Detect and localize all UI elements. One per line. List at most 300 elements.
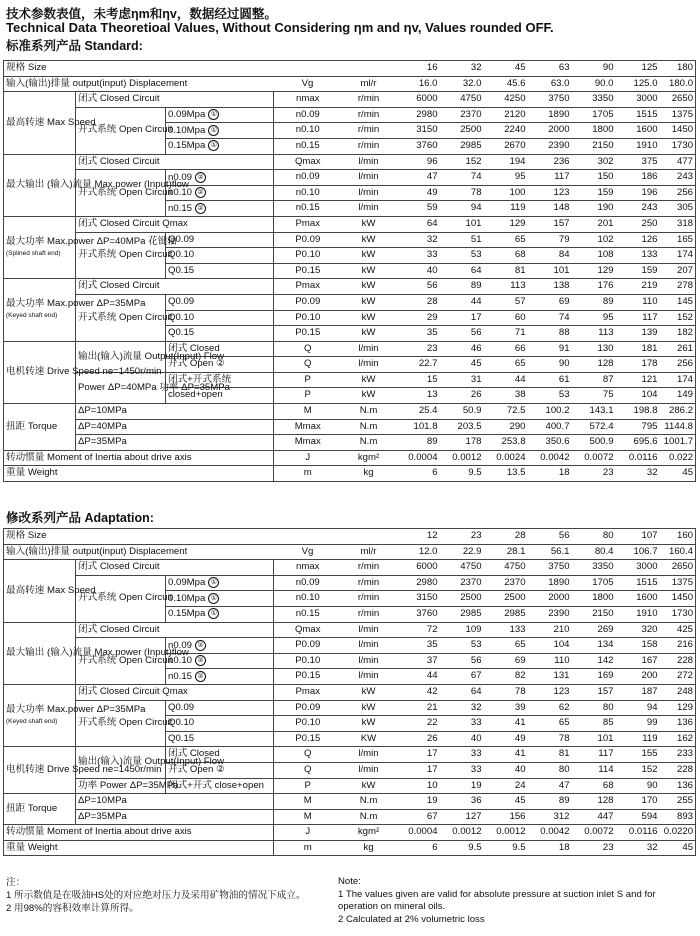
value-cell: 12.0 xyxy=(396,544,440,560)
unit: l/min xyxy=(342,762,396,778)
value-cell: 71 xyxy=(484,326,528,342)
value-cell: 1600 xyxy=(616,591,660,607)
value-cell: 196 xyxy=(616,185,660,201)
value-cell: 2500 xyxy=(440,123,484,139)
notes-cn-2: 2 用98%的容积效率计算所得。 xyxy=(6,903,139,914)
value-cell: 68 xyxy=(572,778,616,794)
symbol: m xyxy=(274,466,342,482)
disp-sym: Vg xyxy=(274,76,342,92)
unit: kW xyxy=(342,388,396,404)
value-cell: 256 xyxy=(660,185,696,201)
drive-cond: 开式 Open ② xyxy=(166,762,274,778)
value-cell: 129 xyxy=(660,700,696,716)
value-cell: 128 xyxy=(572,357,616,373)
value-cell: 56 xyxy=(440,326,484,342)
value-cell: 2370 xyxy=(484,575,528,591)
drive-category: 电机转速 Drive Speed ne=1450r/min xyxy=(4,341,76,403)
value-cell: 37 xyxy=(396,653,440,669)
inertia-label: 转动惯量 Moment of Inertia about drive axis xyxy=(4,450,274,466)
disp-label: 输入(输出)排量 output(input) Displacement xyxy=(4,76,274,92)
value-cell: 94 xyxy=(616,700,660,716)
value-cell: 893 xyxy=(660,809,696,825)
unit: l/min xyxy=(342,638,396,654)
symbol: n0.09 xyxy=(274,170,342,186)
value-cell: 136 xyxy=(660,778,696,794)
value-cell: 2000 xyxy=(528,123,572,139)
unit: l/min xyxy=(342,653,396,669)
value-cell: 53 xyxy=(528,388,572,404)
value-cell: 1705 xyxy=(572,575,616,591)
drive-cond: closed+open xyxy=(166,388,274,404)
value-cell: 228 xyxy=(660,653,696,669)
value-cell: 113 xyxy=(572,326,616,342)
unit: kW xyxy=(342,716,396,732)
value-cell: 178 xyxy=(440,435,484,451)
open-system: 开式系统 Open Circuit xyxy=(76,294,166,341)
value-cell: 18 xyxy=(528,840,572,856)
value-cell: 26 xyxy=(440,388,484,404)
unit: l/min xyxy=(342,170,396,186)
value-cell: 269 xyxy=(572,622,616,638)
notes-cn-1: 1 所示数值是在吸油HS处的对应绝对压力及采用矿物油的情况下成立。 xyxy=(6,890,306,901)
value-cell: 176 xyxy=(572,279,616,295)
value-cell: 174 xyxy=(660,248,696,264)
torque-cond: ΔP=35MPa xyxy=(76,435,274,451)
unit: r/min xyxy=(342,123,396,139)
value-cell: 44 xyxy=(440,294,484,310)
value-cell: 243 xyxy=(616,201,660,217)
maxspeed-category: 最高转速 Max Speed xyxy=(4,92,76,154)
value-cell: 72 xyxy=(396,622,440,638)
value-cell: 9.5 xyxy=(484,840,528,856)
unit: l/min xyxy=(342,357,396,373)
value-cell: 3350 xyxy=(572,560,616,576)
value-cell: 68 xyxy=(484,248,528,264)
unit: l/min xyxy=(342,747,396,763)
adaptation-table xyxy=(3,528,696,856)
value-cell: 21 xyxy=(396,700,440,716)
value-cell: 0.0024 xyxy=(484,450,528,466)
value-cell: 210 xyxy=(528,622,572,638)
value-cell: 84 xyxy=(528,248,572,264)
value-cell: 143.1 xyxy=(572,404,616,420)
unit: KW xyxy=(342,731,396,747)
value-cell: 187 xyxy=(616,684,660,700)
value-cell: 78 xyxy=(484,684,528,700)
power35-note: (Keyed shaft end) xyxy=(6,717,58,725)
value-cell: 0.0072 xyxy=(572,450,616,466)
header-cn: 技术参数表值，未考虑ηm和ηv，数据经过圆整。 xyxy=(6,7,277,21)
value-cell: 117 xyxy=(572,747,616,763)
cond-label: n0.10 xyxy=(168,187,193,199)
value-cell: 138 xyxy=(528,279,572,295)
value-cell: 28 xyxy=(396,294,440,310)
unit: kW xyxy=(342,700,396,716)
disp-unit: ml/r xyxy=(342,544,396,560)
value-cell: 142 xyxy=(572,653,616,669)
size-value: 63 xyxy=(528,61,572,77)
symbol: P0.10 xyxy=(274,248,342,264)
unit: kW xyxy=(342,684,396,700)
value-cell: 0.022 xyxy=(660,450,696,466)
maxspeed-category: 最高转速 Max Speed xyxy=(4,560,76,622)
value-cell: 61 xyxy=(528,372,572,388)
open-system: 开式系统 Open Circuit xyxy=(76,107,166,154)
cond: Q0.09 xyxy=(166,700,274,716)
unit: l/min xyxy=(342,201,396,217)
value-cell: 219 xyxy=(616,279,660,295)
value-cell: 16.0 xyxy=(396,76,440,92)
value-cell: 114 xyxy=(572,762,616,778)
symbol: P0.10 xyxy=(274,310,342,326)
value-cell: 108 xyxy=(572,248,616,264)
value-cell: 19 xyxy=(440,778,484,794)
note-marker-icon: ② xyxy=(195,640,206,651)
value-cell: 33 xyxy=(440,762,484,778)
value-cell: 2650 xyxy=(660,92,696,108)
value-cell: 130 xyxy=(572,341,616,357)
unit: l/min xyxy=(342,622,396,638)
value-cell: 375 xyxy=(616,154,660,170)
value-cell: 1705 xyxy=(572,107,616,123)
value-cell: 117 xyxy=(616,310,660,326)
unit: kgm² xyxy=(342,825,396,841)
value-cell: 2000 xyxy=(528,591,572,607)
value-cell: 4750 xyxy=(440,92,484,108)
value-cell: 2240 xyxy=(484,123,528,139)
value-cell: 1515 xyxy=(616,575,660,591)
value-cell: 157 xyxy=(528,216,572,232)
value-cell: 186 xyxy=(616,170,660,186)
closed-circuit: 闭式 Closed Circuit xyxy=(76,560,274,576)
unit: kW xyxy=(342,279,396,295)
symbol: P0.15 xyxy=(274,669,342,685)
value-cell: 90.0 xyxy=(572,76,616,92)
value-cell: 67 xyxy=(396,809,440,825)
drive-cond: 闭式 Closed xyxy=(166,341,274,357)
value-cell: 35 xyxy=(396,638,440,654)
value-cell: 75 xyxy=(572,388,616,404)
pressure-cond xyxy=(166,606,274,622)
value-cell: 152 xyxy=(440,154,484,170)
value-cell: 795 xyxy=(616,419,660,435)
disp-label: 输入(输出)排量 output(input) Displacement xyxy=(4,544,274,560)
symbol: n0.15 xyxy=(274,201,342,217)
value-cell: 80 xyxy=(528,762,572,778)
torque-category: 扭距 Torque xyxy=(4,404,76,451)
value-cell: 305 xyxy=(660,201,696,217)
cond: Q0.09 xyxy=(166,294,274,310)
value-cell: 159 xyxy=(572,185,616,201)
torque-category: 扭距 Torque xyxy=(4,794,76,825)
notes-en xyxy=(338,876,693,926)
value-cell: 156 xyxy=(484,809,528,825)
symbol: P0.15 xyxy=(274,326,342,342)
value-cell: 4750 xyxy=(484,560,528,576)
size-value: 90 xyxy=(572,61,616,77)
value-cell: 0.0042 xyxy=(528,450,572,466)
drive-cond: 开式 Open ② xyxy=(166,357,274,373)
value-cell: 18 xyxy=(528,466,572,482)
torque-cond: ΔP=35MPa xyxy=(76,809,274,825)
value-cell: 150 xyxy=(572,170,616,186)
unit: N.m xyxy=(342,435,396,451)
value-cell: 33 xyxy=(396,248,440,264)
size-value: 80 xyxy=(572,529,616,545)
value-cell: 2120 xyxy=(484,107,528,123)
value-cell: 78 xyxy=(440,185,484,201)
symbol: P xyxy=(274,778,342,794)
value-cell: 2150 xyxy=(572,138,616,154)
notes-cn xyxy=(6,876,306,915)
value-cell: 51 xyxy=(440,232,484,248)
value-cell: 3350 xyxy=(572,92,616,108)
value-cell: 96 xyxy=(396,154,440,170)
symbol: n0.15 xyxy=(274,606,342,622)
open-system: 开式系统 Open Circuit xyxy=(76,170,166,217)
value-cell: 3000 xyxy=(616,560,660,576)
value-cell: 101 xyxy=(440,216,484,232)
size-label: 规格 Size xyxy=(4,529,396,545)
size-value: 180 xyxy=(660,61,696,77)
value-cell: 119 xyxy=(616,731,660,747)
value-cell: 119 xyxy=(484,201,528,217)
symbol: Pmax xyxy=(274,279,342,295)
torque-cond: ΔP=40MPa xyxy=(76,419,274,435)
value-cell: 104 xyxy=(616,388,660,404)
drive-cond: 闭式 Closed xyxy=(166,747,274,763)
value-cell: 74 xyxy=(440,170,484,186)
value-cell: 400.7 xyxy=(528,419,572,435)
unit: N.m xyxy=(342,794,396,810)
value-cell: 167 xyxy=(616,653,660,669)
value-cell: 152 xyxy=(660,310,696,326)
value-cell: 160.4 xyxy=(660,544,696,560)
value-cell: 178 xyxy=(616,357,660,373)
cond: Q0.15 xyxy=(166,263,274,279)
value-cell: 19 xyxy=(396,794,440,810)
closed-circuit xyxy=(76,216,274,232)
value-cell: 9.5 xyxy=(440,840,484,856)
disp-sym: Vg xyxy=(274,544,342,560)
cond: Q0.10 xyxy=(166,716,274,732)
value-cell: 1450 xyxy=(660,591,696,607)
value-cell: 47 xyxy=(396,170,440,186)
value-cell: 66 xyxy=(484,341,528,357)
symbol: m xyxy=(274,840,342,856)
symbol: P0.09 xyxy=(274,638,342,654)
value-cell: 158 xyxy=(616,638,660,654)
pressure-cond xyxy=(166,170,274,186)
value-cell: 22 xyxy=(396,716,440,732)
inertia-label: 转动惯量 Moment of Inertia about drive axis xyxy=(4,825,274,841)
value-cell: 90 xyxy=(616,778,660,794)
pressure-label: 0.10Mpa xyxy=(168,592,206,604)
value-cell: 85 xyxy=(572,716,616,732)
value-cell: 1910 xyxy=(616,606,660,622)
value-cell: 22.7 xyxy=(396,357,440,373)
value-cell: 233 xyxy=(660,747,696,763)
unit: r/min xyxy=(342,591,396,607)
value-cell: 89 xyxy=(572,294,616,310)
value-cell: 2390 xyxy=(528,138,572,154)
value-cell: 290 xyxy=(484,419,528,435)
value-cell: 6000 xyxy=(396,560,440,576)
value-cell: 200 xyxy=(616,669,660,685)
value-cell: 40 xyxy=(484,762,528,778)
unit: kW xyxy=(342,372,396,388)
symbol: Mmax xyxy=(274,435,342,451)
value-cell: 36 xyxy=(440,794,484,810)
symbol: n0.15 xyxy=(274,138,342,154)
value-cell: 10 xyxy=(396,778,440,794)
value-cell: 174 xyxy=(660,372,696,388)
value-cell: 45 xyxy=(660,840,696,856)
pressure-cond xyxy=(166,107,274,123)
value-cell: 236 xyxy=(528,154,572,170)
value-cell: 2985 xyxy=(484,606,528,622)
unit: kg xyxy=(342,840,396,856)
symbol: n0.10 xyxy=(274,591,342,607)
value-cell: 3760 xyxy=(396,606,440,622)
flow-category: 最大输出 (输入)流量 Max.power (Input)flow xyxy=(4,154,76,216)
value-cell: 3760 xyxy=(396,138,440,154)
value-cell: 49 xyxy=(484,731,528,747)
value-cell: 106.7 xyxy=(616,544,660,560)
value-cell: 1910 xyxy=(616,138,660,154)
drive-category: 电机转速 Drive Speed ne=1450r/min xyxy=(4,747,76,794)
value-cell: 253.8 xyxy=(484,435,528,451)
value-cell: 3000 xyxy=(616,92,660,108)
symbol: Qmax xyxy=(274,622,342,638)
value-cell: 572.4 xyxy=(572,419,616,435)
cond-label: n0.15 xyxy=(168,670,193,682)
value-cell: 1450 xyxy=(660,123,696,139)
disp-unit: ml/r xyxy=(342,76,396,92)
value-cell: 149 xyxy=(660,388,696,404)
value-cell: 127 xyxy=(440,809,484,825)
closed-circuit: 闭式 Closed Circuit xyxy=(76,622,274,638)
size-value: 12 xyxy=(396,529,440,545)
value-cell: 23 xyxy=(572,466,616,482)
note-marker-icon: ② xyxy=(195,671,206,682)
pressure-cond xyxy=(166,591,274,607)
value-cell: 80.4 xyxy=(572,544,616,560)
value-cell: 0.0012 xyxy=(440,450,484,466)
value-cell: 2370 xyxy=(440,107,484,123)
value-cell: 157 xyxy=(572,684,616,700)
unit: r/min xyxy=(342,92,396,108)
standard-table xyxy=(3,60,696,482)
closed-circuit: 闭式 Closed Circuit xyxy=(76,92,274,108)
value-cell: 82 xyxy=(484,669,528,685)
power35-note: (Keyed shaft end) xyxy=(6,312,58,319)
value-cell: 148 xyxy=(528,201,572,217)
value-cell: 23 xyxy=(396,341,440,357)
value-cell: 17 xyxy=(440,310,484,326)
cond: Q0.15 xyxy=(166,326,274,342)
value-cell: 320 xyxy=(616,622,660,638)
power35-label: 最大功率 Max.power ΔP=35MPa xyxy=(6,704,146,716)
pressure-label: 0.09Mpa xyxy=(168,577,206,589)
size-value: 23 xyxy=(440,529,484,545)
size-value: 160 xyxy=(660,529,696,545)
value-cell: 182 xyxy=(660,326,696,342)
symbol: P xyxy=(274,388,342,404)
value-cell: 159 xyxy=(616,263,660,279)
pressure-cond xyxy=(166,185,274,201)
value-cell: 65 xyxy=(484,638,528,654)
value-cell: 49 xyxy=(396,185,440,201)
value-cell: 129 xyxy=(572,263,616,279)
note-marker-icon: ① xyxy=(208,577,219,588)
value-cell: 69 xyxy=(528,294,572,310)
value-cell: 318 xyxy=(660,216,696,232)
value-cell: 1144.8 xyxy=(660,419,696,435)
value-cell: 272 xyxy=(660,669,696,685)
value-cell: 165 xyxy=(660,232,696,248)
unit: kW xyxy=(342,232,396,248)
value-cell: 23 xyxy=(572,840,616,856)
symbol: Q xyxy=(274,747,342,763)
symbol: Q xyxy=(274,762,342,778)
unit: l/min xyxy=(342,341,396,357)
unit: kW xyxy=(342,310,396,326)
value-cell: 1800 xyxy=(572,123,616,139)
size-value: 28 xyxy=(484,529,528,545)
value-cell: 4750 xyxy=(440,560,484,576)
value-cell: 46 xyxy=(440,341,484,357)
note-marker-icon: ② xyxy=(195,203,206,214)
unit: N.m xyxy=(342,404,396,420)
value-cell: 0.0116 xyxy=(616,825,660,841)
value-cell: 17 xyxy=(396,762,440,778)
value-cell: 6 xyxy=(396,466,440,482)
value-cell: 110 xyxy=(616,294,660,310)
value-cell: 101 xyxy=(528,263,572,279)
value-cell: 33 xyxy=(440,716,484,732)
unit: kgm² xyxy=(342,450,396,466)
value-cell: 425 xyxy=(660,622,696,638)
value-cell: 0.0012 xyxy=(484,825,528,841)
unit: N.m xyxy=(342,809,396,825)
value-cell: 190 xyxy=(572,201,616,217)
size-value: 32 xyxy=(440,61,484,77)
value-cell: 1375 xyxy=(660,107,696,123)
note-marker-icon: ① xyxy=(208,593,219,604)
symbol: n0.10 xyxy=(274,123,342,139)
size-value: 45 xyxy=(484,61,528,77)
value-cell: 47 xyxy=(528,778,572,794)
value-cell: 45 xyxy=(440,357,484,373)
cond-label: Qmax xyxy=(162,217,188,229)
value-cell: 216 xyxy=(660,638,696,654)
value-cell: 41 xyxy=(484,716,528,732)
value-cell: 50.9 xyxy=(440,404,484,420)
drive-flow: 输出(输入)流量 Output(Input) Flow xyxy=(76,341,166,372)
value-cell: 1600 xyxy=(616,123,660,139)
drive-cond: 闭式+开式 close+open xyxy=(166,778,274,794)
value-cell: 0.0072 xyxy=(572,825,616,841)
value-cell: 67 xyxy=(440,669,484,685)
value-cell: 2985 xyxy=(440,606,484,622)
pressure-cond xyxy=(166,123,274,139)
value-cell: 136 xyxy=(660,716,696,732)
value-cell: 123 xyxy=(528,684,572,700)
note-marker-icon: ① xyxy=(208,608,219,619)
size-value: 16 xyxy=(396,61,440,77)
value-cell: 3750 xyxy=(528,92,572,108)
